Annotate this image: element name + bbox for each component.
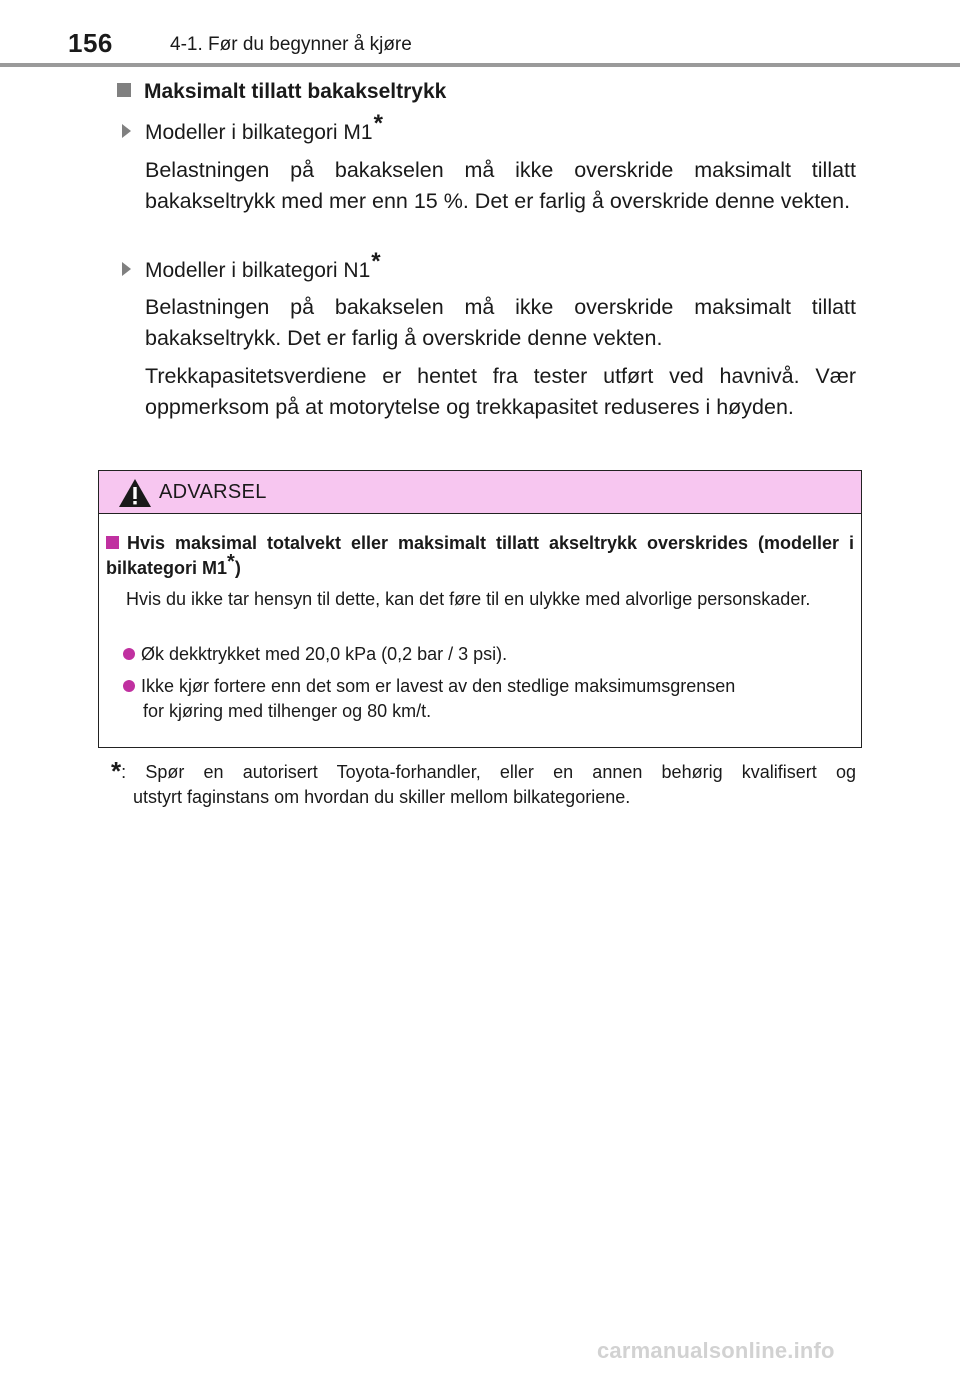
section-heading-text: Maksimalt tillatt bakakseltrykk <box>144 80 447 103</box>
warning-body: Hvis du ikke tar hensyn til dette, kan det føre til en ulykke med alvorlige personskader. <box>126 589 811 609</box>
warning-bullet <box>123 674 853 724</box>
warning-bullet <box>123 642 853 667</box>
circle-bullet-icon <box>123 680 135 692</box>
section-title: 4-1. Før du begynner å kjøre <box>170 34 412 55</box>
paragraph-n1: Belastningen på bakakselen må ikke overskride maksimalt tillatt bakakseltrykk. Det er farlig å overskride denne vekten. <box>145 295 856 350</box>
page-header <box>0 0 960 70</box>
model-m1-line <box>122 110 383 146</box>
triangle-arrow-icon <box>122 124 131 138</box>
triangle-arrow-icon <box>122 262 131 276</box>
page-number: 156 <box>68 28 113 58</box>
warning-box <box>98 470 862 748</box>
asterisk-marker: * <box>371 248 381 275</box>
paragraph-m1: Belastningen på bakakselen må ikke overskride maksimalt tillatt bakakseltrykk med mer enn 15 %. Det er farlig å overskride denne vekten. <box>145 158 856 213</box>
asterisk-marker: * <box>227 551 235 573</box>
asterisk-marker: * <box>373 110 383 137</box>
watermark: carmanualsonline.info <box>597 1338 835 1363</box>
warning-bullet-text: Øk dekktrykket med 20,0 kPa (0,2 bar / 3 psi). <box>141 644 508 664</box>
footnote-text: : Spør en autorisert Toyota-forhandler, eller en annen behørig kvalifisert og <box>121 762 856 782</box>
asterisk-marker: * <box>111 756 122 786</box>
square-bullet-icon <box>106 536 119 549</box>
circle-bullet-icon <box>123 648 135 660</box>
model-n1-label: Modeller i bilkategori N1 <box>145 259 371 282</box>
square-bullet-icon <box>117 83 131 97</box>
warning-triangle-icon <box>117 477 153 509</box>
model-m1-label: Modeller i bilkategori M1 <box>145 121 373 144</box>
warning-header <box>99 471 861 514</box>
warning-heading-text: Hvis maksimal totalvekt eller maksimalt tillatt akseltrykk overskrides (modeller i bilkategori M1 <box>106 533 854 578</box>
footnote-text-continued: utstyrt faginstans om hvordan du skiller mellom bilkategoriene. <box>133 787 631 807</box>
footnote <box>111 757 856 810</box>
paragraph-towing: Trekkapasitetsverdiene er hentet fra tester utført ved havnivå. Vær oppmerksom på at motorytelse og trekkapasitet reduseres i høyden. <box>145 364 856 419</box>
warning-heading <box>106 531 854 581</box>
header-rule <box>0 63 960 67</box>
model-n1-line <box>122 248 381 284</box>
warning-heading-close: ) <box>234 558 241 578</box>
section-heading <box>117 80 446 104</box>
warning-bullet-text: Ikke kjør fortere enn det som er lavest av den stedlige maksimumsgrensen <box>141 676 736 696</box>
warning-bullet-text-continued: for kjøring med tilhenger og 80 km/t. <box>143 701 432 721</box>
warning-label: ADVARSEL <box>159 481 267 503</box>
